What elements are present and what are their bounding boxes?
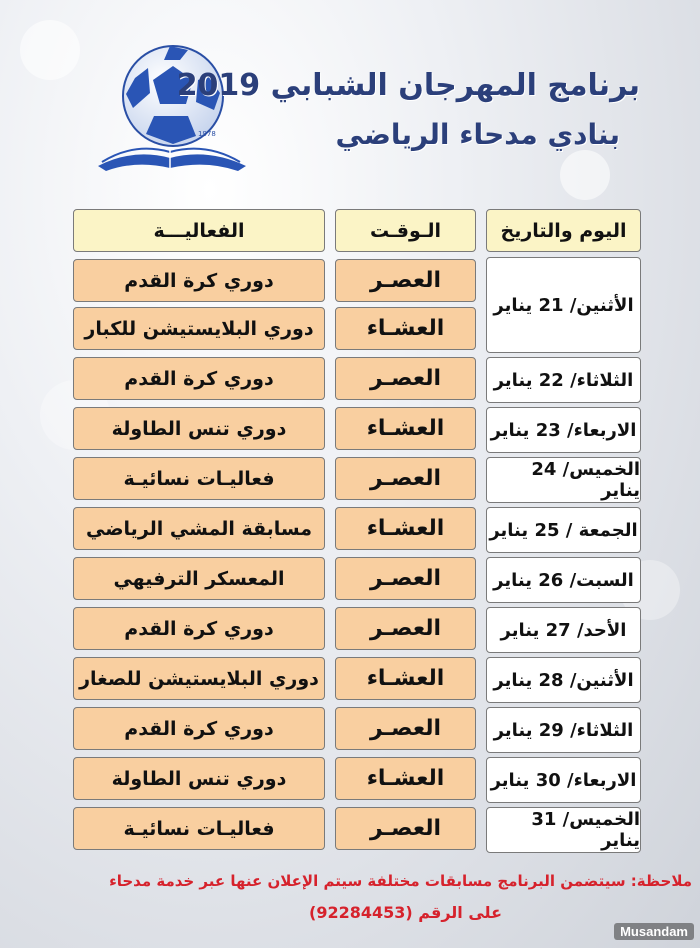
activity-cell: دوري كرة القدم (73, 259, 325, 302)
activity-cell: فعاليـات نسائيـة (73, 457, 325, 500)
column-header-activity: الفعاليـــة (73, 209, 325, 252)
day-cell: الجمعة / 25 يناير (486, 507, 641, 553)
activity-cell: فعاليـات نسائيـة (73, 807, 325, 850)
activity-cell: دوري تنس الطاولة (73, 757, 325, 800)
day-cell: الثلاثاء/ 22 يناير (486, 357, 641, 403)
day-cell: الأثنين/ 28 يناير (486, 657, 641, 703)
activity-cell: دوري كرة القدم (73, 607, 325, 650)
day-cell: الأثنين/ 21 يناير (486, 257, 641, 353)
activity-cell: مسابقة المشي الرياضي (73, 507, 325, 550)
column-header-date: اليوم والتاريخ (486, 209, 641, 252)
activity-cell: دوري البلايستيشن للكبار (73, 307, 325, 350)
activity-cell: دوري تنس الطاولة (73, 407, 325, 450)
page-subtitle: بنادي مدحاء الرياضي (335, 118, 620, 151)
activity-cell: دوري كرة القدم (73, 357, 325, 400)
club-logo-icon (88, 38, 253, 178)
day-cell: السبت/ 26 يناير (486, 557, 641, 603)
time-cell: العشـاء (335, 507, 476, 550)
time-cell: العصـر (335, 357, 476, 400)
page-title: برنامج المهرجان الشبابي 2019 (176, 68, 640, 103)
footer-note-phone: على الرقم (92284453) (309, 903, 502, 922)
day-cell: الخميس/ 24 يناير (486, 457, 641, 503)
watermark: Musandam (614, 923, 694, 940)
day-cell: الأحد/ 27 يناير (486, 607, 641, 653)
day-cell: الثلاثاء/ 29 يناير (486, 707, 641, 753)
time-cell: العصـر (335, 259, 476, 302)
day-cell: الاربعاء/ 23 يناير (486, 407, 641, 453)
activity-cell: دوري كرة القدم (73, 707, 325, 750)
day-cell: الخميس/ 31 يناير (486, 807, 641, 853)
time-cell: العشـاء (335, 657, 476, 700)
time-cell: العصـر (335, 707, 476, 750)
time-cell: العصـر (335, 807, 476, 850)
time-cell: العشـاء (335, 407, 476, 450)
activity-cell: دوري البلايستيشن للصغار (73, 657, 325, 700)
time-cell: العصـر (335, 607, 476, 650)
activity-cell: المعسكر الترفيهي (73, 557, 325, 600)
time-cell: العشـاء (335, 307, 476, 350)
time-cell: العصـر (335, 557, 476, 600)
poster-header (0, 30, 700, 180)
time-cell: العصـر (335, 457, 476, 500)
time-cell: العشـاء (335, 757, 476, 800)
day-cell: الاربعاء/ 30 يناير (486, 757, 641, 803)
logo-year: 1978 (198, 130, 216, 138)
footer-note: ملاحظة: سيتضمن البرنامج مسابقات مختلفة سيتم الإعلان عنها عبر خدمة مدحاء (109, 872, 692, 890)
column-header-time: الـوقـت (335, 209, 476, 252)
